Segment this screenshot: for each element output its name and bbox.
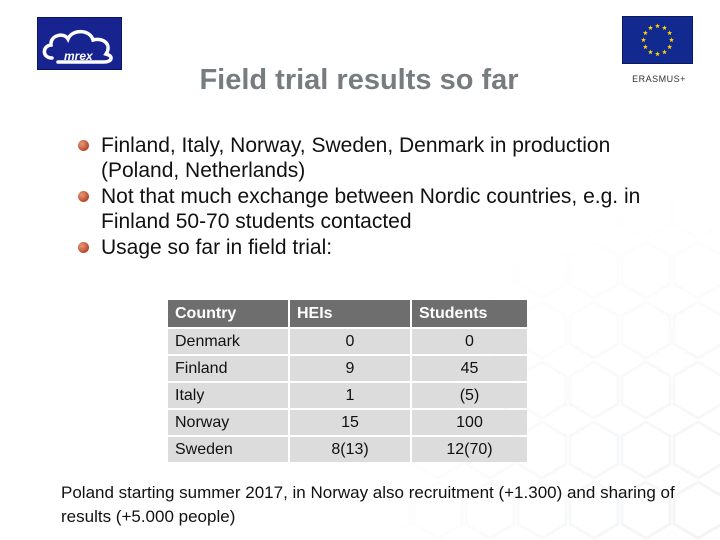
eu-star-icon <box>643 30 648 35</box>
eu-star-icon <box>669 37 674 42</box>
logo-text: mrex <box>64 49 93 63</box>
cell-students: 12(70) <box>412 437 527 462</box>
cell-country: Sweden <box>168 437 288 462</box>
bullet-item <box>76 133 676 183</box>
cell-heis: 15 <box>290 410 410 435</box>
eu-flag-icon <box>622 16 693 64</box>
footer-note: Poland starting summer 2017, in Norway also recruitment (+1.300) and sharing of results (+5.000 people) <box>61 483 675 526</box>
cell-country: Norway <box>168 410 288 435</box>
cell-heis: 0 <box>290 329 410 354</box>
eu-star-icon <box>643 44 648 49</box>
slide-title: Field trial results so far <box>199 64 519 96</box>
cell-heis: 8(13) <box>290 437 410 462</box>
cell-students: 100 <box>412 410 527 435</box>
bullet-icon <box>78 191 89 202</box>
eu-star-icon <box>667 44 672 49</box>
field-trial-table <box>166 298 529 464</box>
cell-country: Finland <box>168 356 288 381</box>
cell-students: (5) <box>412 383 527 408</box>
table-row <box>168 383 527 408</box>
eu-star-icon <box>662 50 667 55</box>
table-header-row <box>168 300 527 327</box>
bullet-icon <box>78 140 89 151</box>
eu-star-icon <box>662 25 667 30</box>
cell-country: Italy <box>168 383 288 408</box>
bullet-item <box>76 235 676 260</box>
table-row <box>168 329 527 354</box>
mrex-logo <box>37 17 122 70</box>
erasmus-label: ERASMUS+ <box>632 74 686 84</box>
cell-heis: 1 <box>290 383 410 408</box>
bullet-text: Finland, Italy, Norway, Sweden, Denmark in production (Poland, Netherlands) <box>101 134 611 182</box>
cell-students: 0 <box>412 329 527 354</box>
eu-star-icon <box>641 37 646 42</box>
bullet-text: Usage so far in field trial: <box>101 236 333 259</box>
eu-star-icon <box>655 23 660 28</box>
eu-star-icon <box>648 25 653 30</box>
eu-star-icon <box>667 30 672 35</box>
table-row <box>168 410 527 435</box>
cell-country: Denmark <box>168 329 288 354</box>
bullet-icon <box>78 242 89 253</box>
table-row <box>168 437 527 462</box>
eu-star-icon <box>655 51 660 56</box>
eu-star-icon <box>648 50 653 55</box>
bullet-item <box>76 184 676 234</box>
column-header-country: Country <box>168 300 288 327</box>
cell-heis: 9 <box>290 356 410 381</box>
column-header-heis: HEIs <box>290 300 410 327</box>
table-row <box>168 356 527 381</box>
bullet-text: Not that much exchange between Nordic countries, e.g. in Finland 50-70 students contacted <box>101 185 641 233</box>
bullet-list <box>76 133 676 261</box>
column-header-students: Students <box>412 300 527 327</box>
cell-students: 45 <box>412 356 527 381</box>
